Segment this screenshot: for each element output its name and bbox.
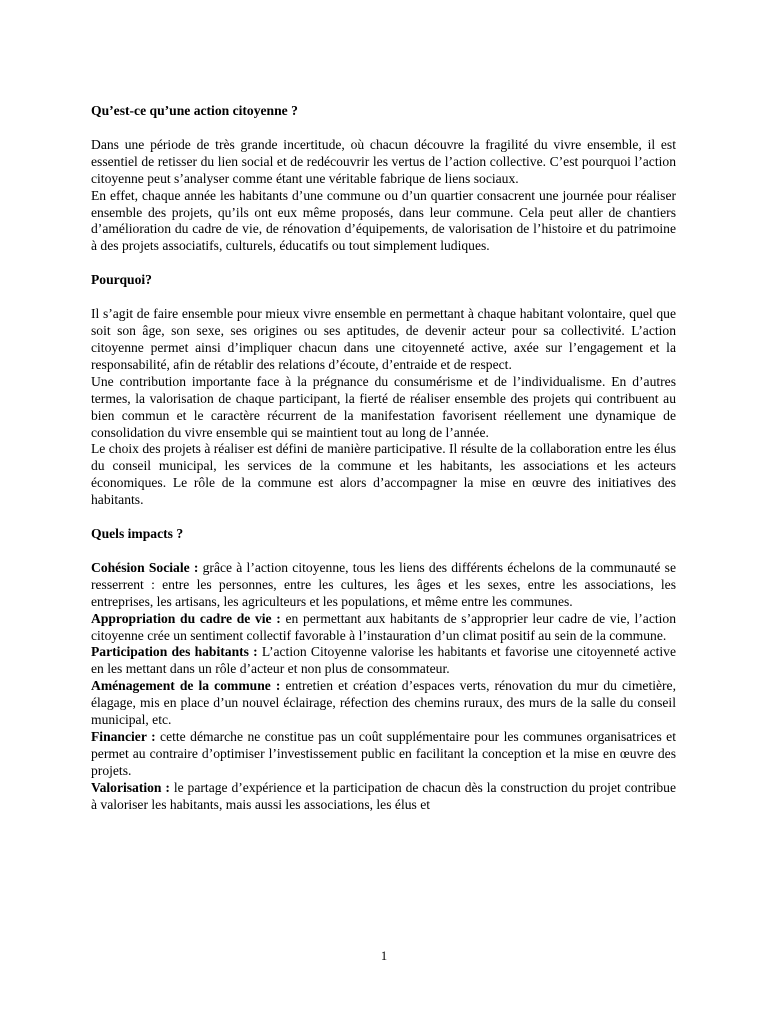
spacer [91, 289, 676, 306]
impact-label: Valorisation : [91, 779, 170, 795]
impact-item-cohesion [91, 560, 676, 611]
impact-text: le partage d’expérience et la participation de chacun dès la construction du projet contribue à valoriser les habitants, mais aussi les associations, les élus et [91, 779, 676, 812]
impact-item-financier [91, 729, 676, 780]
impact-text: L’action Citoyenne valorise les habitants et favorise une citoyenneté active en les mettant dans un rôle d’acteur et non plus de consommateur. [91, 644, 676, 677]
impact-label: Cohésion Sociale : [91, 559, 199, 575]
impact-label: Appropriation du cadre de vie : [91, 610, 281, 626]
impact-item-valorisation [91, 780, 676, 814]
impact-item-participation [91, 644, 676, 678]
impact-label: Aménagement de la commune : [91, 678, 281, 694]
paragraph: Il s’agit de faire ensemble pour mieux vivre ensemble en permettant à chaque habitant volontaire, quel que soit son âge, son sexe, ses origines ou ses aptitudes, de devenir acteur pour sa collectivité. L’action citoyenne permet ainsi d’impliquer chacun dans une citoyenneté active, axée sur l’engagement et la responsabilité, afin de rétablir des relations d’écoute, d’entraide et de respect. [91, 306, 676, 372]
impact-text: entretien et création d’espaces verts, rénovation du mur du cimetière, élagage, mis en place d’un nouvel éclairage, réfection des chemins ruraux, des murs de la salle du conseil municipal, etc. [91, 678, 676, 728]
paragraph: Une contribution importante face à la prégnance du consumérisme et de l’individualisme. En d’autres termes, la valorisation de chaque participant, la fierté de réaliser ensemble des projets qui contribuent au bien commun et le caractère récurrent de la manifestation favorisent réellement une dynamique de consolidation du vivre ensemble qui se maintient tout au long de l’année. [91, 373, 676, 440]
spacer [91, 120, 676, 137]
impact-text: en permettant aux habitants de s’approprier leur cadre de vie, l’action citoyenne crée un sentiment collectif favorable à l’instauration d’un climat positif au sein de la commune. [91, 610, 677, 643]
spacer [91, 255, 676, 272]
paragraph: Dans une période de très grande incertitude, où chacun découvre la fragilité du vivre ensemble, il est essentiel de retisser du lien social et de redécouvrir les vertus de l’action collective. C’est pourquoi l’action citoyenne peut s’analyser comme étant une véritable fabrique de liens sociaux. [91, 136, 676, 186]
impact-text: grâce à l’action citoyenne, tous les liens des différents échelons de la communauté se resserrent : entre les personnes, entre les cultures, les âges et les sexes, entre les associations, les entreprises, les artisans, les agriculteurs et les populations, et même entre les communes. [91, 559, 676, 609]
impact-item-appropriation [91, 611, 676, 645]
paragraph: Le choix des projets à réaliser est défini de manière participative. Il résulte de la collaboration entre les élus du conseil municipal, les services de la commune et les habitants, les associations et les acteurs économiques. Le rôle de la commune est alors d’accompagner la mise en œuvre des initiatives des habitants. [91, 441, 676, 508]
impact-item-amenagement [91, 678, 676, 729]
impact-text: cette démarche ne constitue pas un coût supplémentaire pour les communes organisatrices et permet au contraire d’optimiser l’investissement public en facilitant la conception et la mise en œuvre des projets. [91, 729, 676, 778]
paragraph: En effet, chaque année les habitants d’une commune ou d’un quartier consacrent une journée pour réaliser ensemble des projets, qu’ils ont eux même proposés, dans leur commune. Cela peut aller de chantiers d’amélioration du cadre de vie, de rénovation d’équipements, de valorisation de l’histoire et du patrimoine à des projets associatifs, culturels, éducatifs ou tout simplement ludiques. [91, 187, 676, 254]
page-number: 1 [380, 949, 388, 963]
section-heading-what: Qu’est-ce qu’une action citoyenne ? [91, 103, 298, 118]
section-heading-impacts: Quels impacts ? [91, 526, 184, 542]
spacer [91, 509, 676, 526]
impact-label: Participation des habitants : [91, 644, 258, 660]
spacer [91, 543, 676, 560]
page-content [91, 103, 676, 814]
impact-label: Financier : [91, 729, 156, 744]
section-heading-why: Pourquoi? [91, 272, 152, 288]
